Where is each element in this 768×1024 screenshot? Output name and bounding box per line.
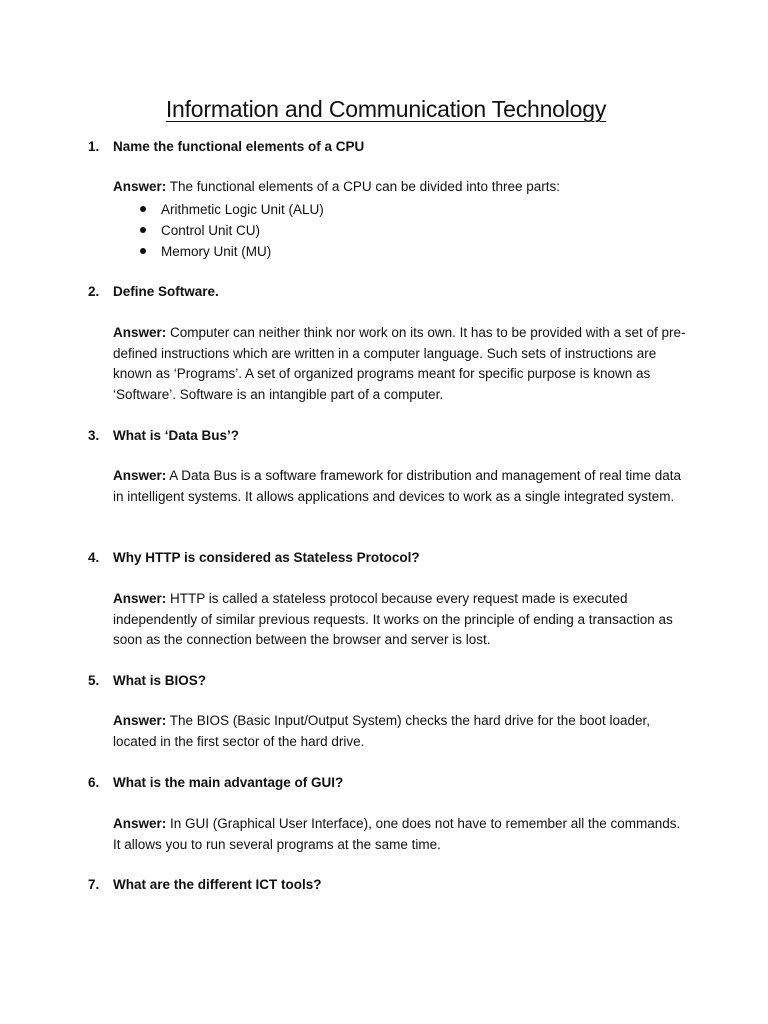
answer-text: A Data Bus is a software framework for distribution and management of real time data in intelligent systems. It allows applications and devices to work as a single integrated system. <box>113 468 682 504</box>
bullet-item <box>113 199 673 220</box>
answer-label: Answer: <box>113 468 167 483</box>
question-text: Why HTTP is considered as Stateless Protocol? <box>113 550 420 565</box>
answer-text: In GUI (Graphical User Interface), one does not have to remember all the commands. It allows you to run several programs at the same time. <box>113 816 681 852</box>
question-text: What is ‘Data Bus’? <box>113 428 240 443</box>
question-number: 6. <box>88 775 100 790</box>
answer-5 <box>113 711 688 752</box>
bullet-text: Memory Unit (MU) <box>161 244 272 259</box>
answer-4 <box>113 589 688 651</box>
bullet-item <box>113 241 673 262</box>
answer-label: Answer: <box>113 591 167 606</box>
question-number: 4. <box>88 550 100 565</box>
bullet-item <box>113 220 673 241</box>
answer-label: Answer: <box>113 179 167 194</box>
answer-text: Computer can neither think nor work on its own. It has to be provided with a set of pre-defined instructions which are written in a computer language. Such sets of instructions are known as ‘Programs’. A set of organized programs meant for specific purpose is known as ‘Software’. Software is an intangible part of a computer. <box>113 325 686 402</box>
document-title-text: Information and Communication Technology <box>165 96 607 122</box>
answer-2 <box>113 323 688 405</box>
bullet-text: Arithmetic Logic Unit (ALU) <box>161 202 324 217</box>
bullet-icon <box>140 227 146 233</box>
answer-text: HTTP is called a stateless protocol because every request made is executed independently of similar previous requests. It works on the principle of ending a transaction as soon as the connection between the browser and server is lost. <box>113 591 673 648</box>
answer-6 <box>113 814 688 855</box>
question-text: Define Software. <box>113 284 219 299</box>
answer-1-bullet-list <box>113 199 673 262</box>
bullet-icon <box>140 248 146 254</box>
answer-label: Answer: <box>113 325 167 340</box>
answer-text: The functional elements of a CPU can be divided into three parts: <box>169 179 561 194</box>
answer-label: Answer: <box>113 816 167 831</box>
question-text: Name the functional elements of a CPU <box>113 139 365 154</box>
question-text: What is the main advantage of GUI? <box>113 775 344 790</box>
answer-1 <box>113 177 688 198</box>
answer-3 <box>113 466 688 507</box>
question-text: What is BIOS? <box>113 673 207 688</box>
bullet-icon <box>140 206 146 212</box>
question-number: 7. <box>88 877 100 892</box>
bullet-text: Control Unit CU) <box>161 223 261 238</box>
answer-label: Answer: <box>113 713 167 728</box>
question-number: 5. <box>88 673 100 688</box>
question-number: 2. <box>88 284 100 299</box>
answer-text: The BIOS (Basic Input/Output System) checks the hard drive for the boot loader, located in the first sector of the hard drive. <box>113 713 651 749</box>
question-text: What are the different ICT tools? <box>113 877 322 892</box>
question-number: 1. <box>88 139 100 154</box>
question-number: 3. <box>88 428 100 443</box>
